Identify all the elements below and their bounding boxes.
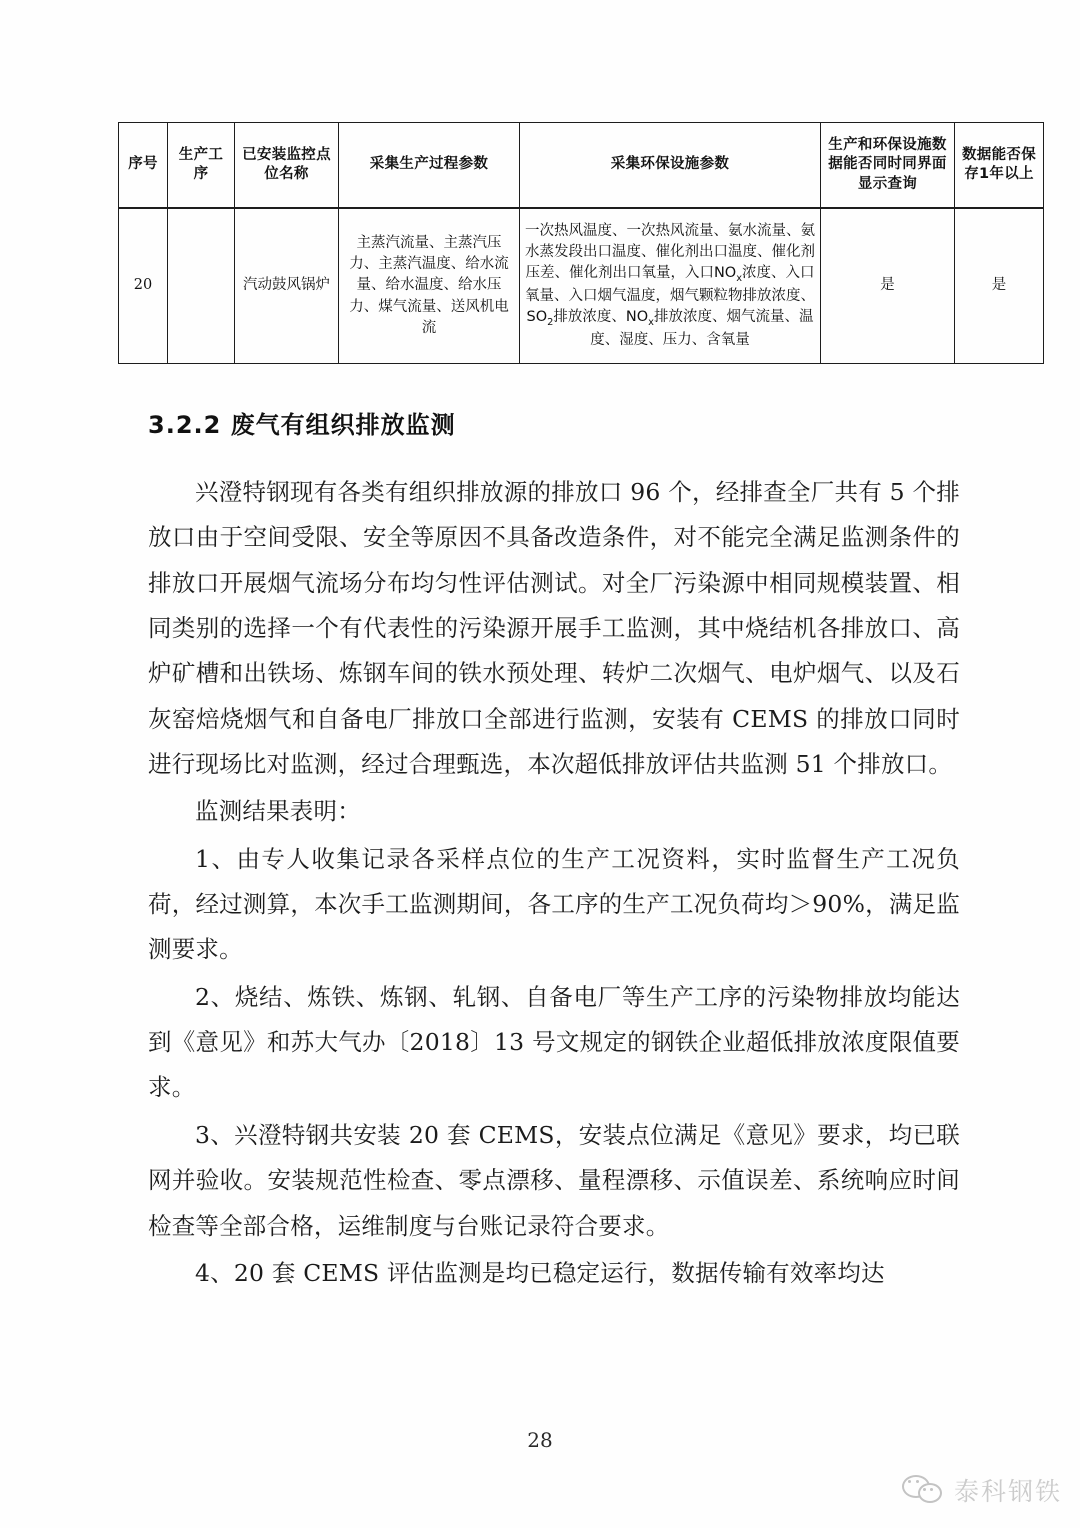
wechat-icon (902, 1473, 944, 1507)
paragraph-result-item-3: 3、兴澄特钢共安装 20 套 CEMS，安装点位满足《意见》要求，均已联网并验收。安装规范性检查、零点漂移、量程漂移、示值误差、系统响应时间检查等全部合格，运维制度与台账记录符合要求。 (148, 1120, 960, 1240)
table-header (119, 123, 1044, 209)
parameter-table-container (118, 122, 1036, 364)
paragraph-result-item-2: 2、烧结、炼铁、炼钢、轧钢、自备电厂等生产工序的污染物排放均能达到《意见》和苏大气办〔2018〕13 号文规定的钢铁企业超低排放浓度限值要求。 (148, 982, 960, 1102)
paragraph-overview: 兴澄特钢现有各类有组织排放源的排放口 96 个，经排查全厂共有 5 个排放口由于空间受限、安全等原因不具备改造条件，对不能完全满足监测条件的排放口开展烟气流场分布均匀性评估测试。对全厂污染源中相同规模装置、相同类别的选择一个有代表性的污染源开展手工监测，其中烧结机各排放口、高炉矿槽和出铁场、炼钢车间的铁水预处理、转炉二次烟气、电炉烟气、以及石灰窑焙烧烟气和自备电厂排放口全部进行监测，安装有 CEMS 的排放口同时进行现场比对监测，经过合理甄选，本次超低排放评估共监测 51 个排放口。 (148, 478, 960, 779)
cell-same-interface: 是 (821, 208, 955, 364)
cell-production-params: 主蒸汽流量、主蒸汽压力、主蒸汽温度、给水流量、给水温度、给水压力、煤气流量、送风机电流 (339, 208, 520, 364)
monitoring-parameter-table (118, 122, 1044, 364)
cell-monitoring-point: 汽动鼓风锅炉 (235, 208, 339, 364)
paragraph-result-item-1: 1、由专人收集记录各采样点位的生产工况资料，实时监督生产工况负荷，经过测算，本次手工监测期间，各工序的生产工况负荷均＞90%，满足监测要求。 (148, 844, 960, 964)
watermark-label: 泰科钢铁 (953, 1477, 1062, 1506)
header-same-interface-query: 生产和环保设施数据能否同时同界面显示查询 (821, 123, 955, 209)
header-env-facility-params: 采集环保设施参数 (520, 123, 821, 209)
table-row (119, 208, 1044, 364)
cell-env-facility-params: 一次热风温度、一次热风流量、氨水流量、氨水蒸发段出口温度、催化剂出口温度、催化剂压差、催化剂出口氧量，入口$NO_x$浓度、入口氧量、入口烟气温度，烟气颗粒物排放浓度、$SO_2$排放浓度、$NO_x$排放浓度、烟气流量、温度、湿度、压力、含氧量 (520, 208, 821, 364)
page-number: 28 (527, 1428, 553, 1452)
header-production-process: 生产工序 (168, 123, 235, 209)
header-sequence-number: 序号 (119, 123, 168, 209)
cell-data-retention: 是 (955, 208, 1044, 364)
header-data-retention: 数据能否保存1年以上 (955, 123, 1044, 209)
table-body (119, 208, 1044, 364)
page-content (148, 405, 960, 1296)
cell-production-process (168, 208, 235, 364)
paragraph-results-intro: 监测结果表明： (195, 797, 361, 826)
table-header-row (119, 123, 1044, 209)
header-production-params: 采集生产过程参数 (339, 123, 520, 209)
paragraph-result-item-4: 4、20 套 CEMS 评估监测是均已稳定运行，数据传输有效率均达 (195, 1258, 885, 1287)
header-monitoring-point: 已安装监控点位名称 (235, 123, 339, 209)
cell-sequence-number: 20 (119, 208, 168, 364)
section-heading: 3.2.2 废气有组织排放监测 (148, 411, 456, 439)
watermark (902, 1472, 1062, 1508)
